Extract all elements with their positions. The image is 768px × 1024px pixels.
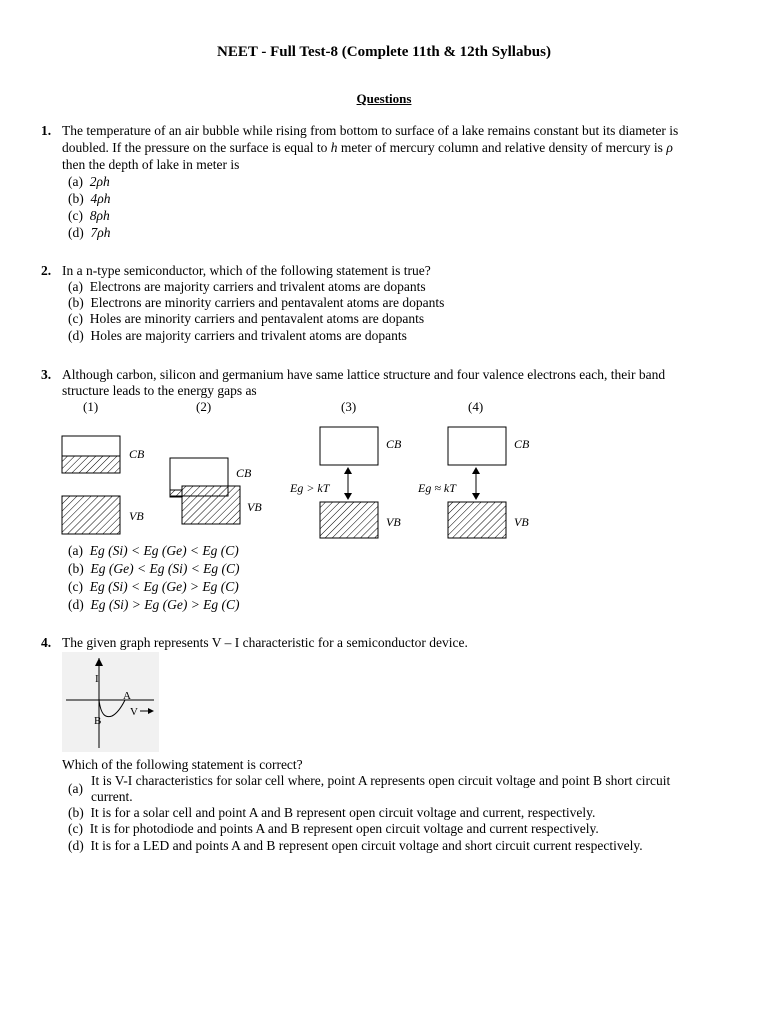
q2-option-a: (a) Electrons are majority carriers and trivalent atoms are dopants [68, 279, 426, 294]
q3-option-a: (a) Eg (Si) < Eg (Ge) < Eg (C) [68, 543, 239, 558]
band-diagram [0, 396, 768, 546]
graph-point-b: B [94, 715, 102, 727]
q3-stem-line1: Although carbon, silicon and germanium have same lattice structure and four valence electrons each, their band [62, 367, 666, 382]
cb-label-2: CB [236, 466, 252, 480]
q4-number: 4. [41, 635, 52, 650]
gap-label-4: Eg ≈ kT [418, 481, 456, 495]
band-1 [62, 436, 145, 534]
q4-option-d: (d) It is for a LED and points A and B represent open circuit voltage and short circuit current respectively. [68, 838, 643, 853]
q4-option-a-line2: current. [91, 789, 133, 804]
q4-option-a-label: (a) [68, 781, 83, 796]
q1-stem-line3: then the depth of lake in meter is [62, 157, 240, 172]
cb-label-3: CB [386, 437, 402, 451]
q3-stem-line2: structure leads to the energy gaps as [62, 383, 257, 398]
q1-var-rho: ρ [666, 140, 673, 155]
q1-option-c: (c) 8ρh [68, 208, 110, 223]
q1-stem-line2a: doubled. If the pressure on the surface is equal to [62, 140, 328, 155]
diagram-label-2: (2) [196, 399, 212, 414]
q3-number: 3. [41, 367, 52, 382]
diagram-label-3: (3) [341, 399, 357, 414]
q1-var-h: h [330, 140, 338, 155]
diagram-label-1: (1) [83, 399, 99, 414]
q1-number: 1. [41, 123, 52, 138]
q4-option-b: (b) It is for a solar cell and point A and B represent open circuit voltage and current, respectively. [68, 805, 596, 820]
graph-point-a: A [123, 690, 131, 702]
q4-stem: The given graph represents V – I characteristic for a semiconductor device. [62, 635, 468, 650]
q1-option-d: (d) 7ρh [68, 225, 111, 240]
graph-i-label: I [95, 673, 99, 685]
q2-stem: In a n-type semiconductor, which of the following statement is true? [62, 263, 431, 278]
q4-option-c: (c) It is for photodiode and points A and B represent open circuit voltage and current respectively. [68, 821, 599, 836]
q1-stem-line2b: meter of mercury column and relative density of mercury is [340, 140, 663, 155]
band-4 [417, 427, 530, 538]
q2-number: 2. [41, 263, 52, 278]
q2-option-c: (c) Holes are minority carriers and pentavalent atoms are dopants [68, 311, 425, 326]
q4-question: Which of the following statement is correct? [62, 757, 303, 772]
band-2 [170, 458, 262, 524]
q3-option-b: (b) Eg (Ge) < Eg (Si) < Eg (C) [68, 561, 240, 576]
cb-label-1: CB [129, 447, 145, 461]
cb-label-4: CB [514, 437, 530, 451]
vi-graph [62, 652, 159, 752]
q2-option-b: (b) Electrons are minority carriers and pentavalent atoms are dopants [68, 295, 445, 310]
diagram-label-4: (4) [468, 399, 484, 414]
gap-label-3: Eg > kT [290, 481, 330, 495]
q1-stem-line2 [62, 140, 673, 156]
q1-stem-line1: The temperature of an air bubble while rising from bottom to surface of a lake remains constant but its diameter is [62, 123, 679, 138]
vb-label-3: VB [386, 515, 401, 529]
graph-v-label: V [130, 706, 138, 718]
q2-option-d: (d) Holes are majority carriers and trivalent atoms are dopants [68, 328, 407, 343]
vb-label-1: VB [129, 509, 144, 523]
section-heading: Questions [356, 91, 412, 106]
q3-option-c: (c) Eg (Si) < Eg (Ge) > Eg (C) [68, 579, 239, 594]
page-title: NEET - Full Test-8 (Complete 11th & 12th Syllabus) [217, 44, 551, 60]
q1-option-b: (b) 4ρh [68, 191, 111, 206]
q1-option-a: (a) 2ρh [68, 174, 110, 189]
band-3 [289, 427, 402, 538]
q4-option-a-line1: It is V-I characteristics for solar cell where, point A represents open circuit voltage and point B short circuit [91, 773, 671, 788]
vb-label-4: VB [514, 515, 529, 529]
q3-option-d: (d) Eg (Si) > Eg (Ge) > Eg (C) [68, 597, 240, 612]
vb-label-2: VB [247, 500, 262, 514]
